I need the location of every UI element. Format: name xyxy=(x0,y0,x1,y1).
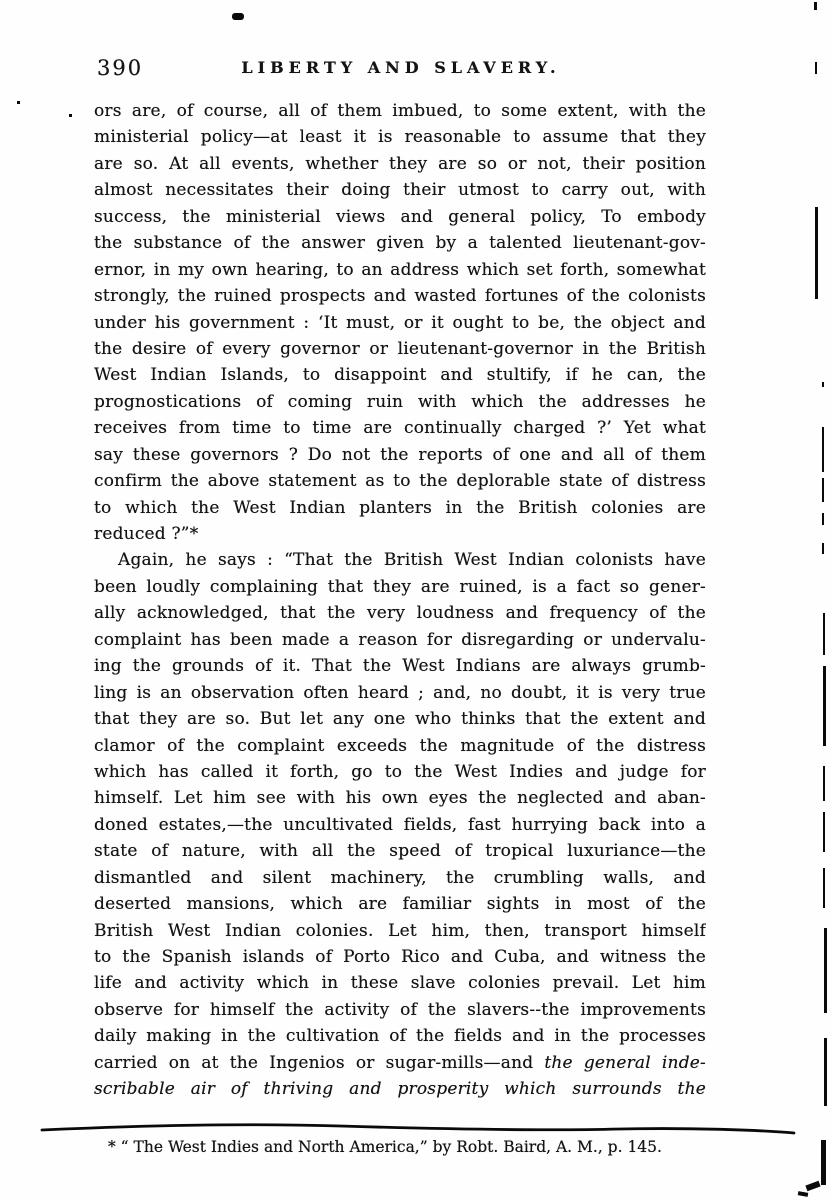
scan-artifact xyxy=(822,513,824,525)
scan-artifact xyxy=(823,812,825,852)
text-line: reduced ?”* xyxy=(94,524,199,544)
page-number: 390 xyxy=(97,56,144,80)
scan-artifact xyxy=(823,613,825,655)
text-line: daily making in the cultivation of the fields and in the processes xyxy=(94,1026,706,1047)
text-line: Again, he says : “That the British West Indian colonists have xyxy=(118,550,706,571)
scan-artifact xyxy=(822,382,824,387)
text-line xyxy=(94,1076,706,1102)
scan-artifact xyxy=(69,114,72,117)
footnote-separator-rule xyxy=(40,1118,796,1136)
text-line: British West Indian colonies. Let him, then, transport himself xyxy=(94,920,706,941)
text-line: the substance of the answer given by a talented lieutenant-gov- xyxy=(94,233,706,254)
scan-artifact xyxy=(815,62,817,74)
text-line: to which the West Indian planters in the British colonies are xyxy=(94,497,706,518)
scan-artifact xyxy=(823,666,826,746)
text-line: almost necessitates their doing their utmost to carry out, with xyxy=(94,180,706,201)
text-line: ors are, of course, all of them imbued, to some extent, with the xyxy=(94,101,706,121)
text-line: prognostications of coming ruin with which the addresses he xyxy=(94,391,706,412)
scan-artifact xyxy=(821,1140,826,1185)
text-line: under his government : ‘It must, or it ought to be, the object and xyxy=(94,312,706,333)
scan-artifact xyxy=(798,1191,809,1197)
paragraph xyxy=(94,98,706,547)
footnote xyxy=(108,1136,708,1158)
text-line: deserted mansions, which are familiar sights in most of the xyxy=(94,894,706,915)
text-line: say these governors ? Do not the reports of one and all of them xyxy=(94,444,706,465)
text-segment: carried on at the Ingenios or sugar-mills—and xyxy=(94,1052,545,1073)
text-line: himself. Let him see with his own eyes the neglected and aban- xyxy=(94,788,706,809)
scan-artifact xyxy=(824,928,827,1013)
scan-artifact xyxy=(822,478,824,502)
text-line: that they are so. But let any one who thinks that the extent and xyxy=(94,709,706,730)
text-line: confirm the above statement as to the deplorable state of distress xyxy=(94,471,706,492)
text-line: been loudly complaining that they are ruined, is a fact so gener- xyxy=(94,576,706,597)
text-line: state of nature, with all the speed of tropical luxuriance—the xyxy=(94,841,706,862)
text-line: are so. At all events, whether they are so or not, their position xyxy=(94,153,706,174)
scan-artifact xyxy=(822,543,824,554)
text-line: life and activity which in these slave colonies prevail. Let him xyxy=(94,973,706,994)
text-line: ing the grounds of it. That the West Indians are always grumb- xyxy=(94,656,706,677)
scan-artifact xyxy=(823,766,825,801)
text-line: clamor of the complaint exceeds the magnitude of the distress xyxy=(94,735,706,756)
page-header xyxy=(95,54,707,80)
page-body xyxy=(94,98,706,1103)
italic-text-segment: scribable air of thriving and prosperity which surrounds the xyxy=(94,1079,706,1100)
scan-artifact xyxy=(824,1038,827,1106)
scan-artifact xyxy=(805,1181,820,1191)
scan-artifact xyxy=(232,13,244,20)
running-title: LIBERTY AND SLAVERY. xyxy=(241,58,561,77)
text-line: ling is an observation often heard ; and, no doubt, it is very true xyxy=(94,682,706,703)
text-line: ally acknowledged, that the very loudness and frequency of the xyxy=(94,603,706,624)
text-line: dismantled and silent machinery, the crumbling walls, and xyxy=(94,867,706,888)
text-line: complaint has been made a reason for disregarding or undervalu- xyxy=(94,629,706,650)
text-line: to the Spanish islands of Porto Rico and Cuba, and witness the xyxy=(94,947,706,967)
scan-artifact xyxy=(814,2,817,10)
text-line: which has called it forth, go to the West Indies and judge for xyxy=(94,761,706,782)
text-line: observe for himself the activity of the slavers--the improvements xyxy=(94,999,706,1020)
text-line: ministerial policy—at least it is reasonable to assume that they xyxy=(94,127,706,148)
text-line: success, the ministerial views and general policy, To embody xyxy=(94,206,706,227)
text-line: receives from time to time are continually charged ?’ Yet what xyxy=(94,418,706,439)
scan-artifact xyxy=(815,207,818,299)
scan-artifact xyxy=(822,427,824,472)
text-line: doned estates,—the uncultivated fields, fast hurrying back into a xyxy=(94,814,706,835)
scan-artifact xyxy=(17,101,20,104)
text-line: strongly, the ruined prospects and wasted fortunes of the colonists xyxy=(94,286,706,307)
paragraph xyxy=(94,547,706,1102)
italic-text-segment: the general inde- xyxy=(544,1052,706,1073)
text-line: the desire of every governor or lieutenant-governor in the British xyxy=(94,338,706,359)
text-line: ernor, in my own hearing, to an address which set forth, somewhat xyxy=(94,259,706,280)
text-line xyxy=(94,1050,706,1076)
footnote-text: * “ The West Indies and North America,” by Robt. Baird, A. M., p. 145. xyxy=(108,1138,662,1156)
text-line: West Indian Islands, to disappoint and stultify, if he can, the xyxy=(94,365,706,386)
scan-artifact xyxy=(823,868,825,908)
